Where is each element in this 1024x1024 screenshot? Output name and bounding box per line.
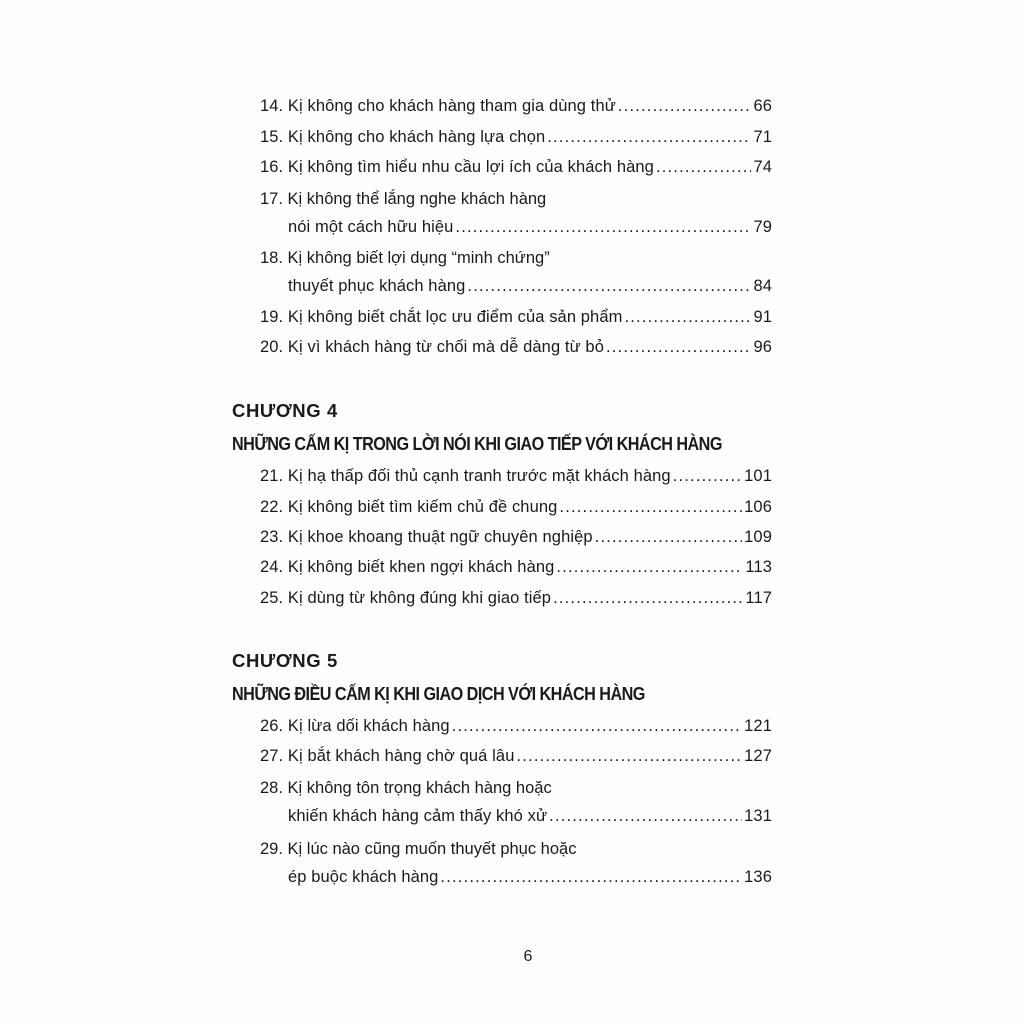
toc-entry-18-line1: 18. Kị không biết lợi dụng “minh chứng” (260, 249, 550, 267)
toc-entry-22 (260, 498, 772, 528)
toc-entry-28-line1: 28. Kị không tôn trọng khách hàng hoặc (260, 779, 552, 797)
toc-entry-text: khiến khách hàng cảm thấy khó xử (288, 807, 548, 825)
toc-page-number: 106 (744, 498, 772, 516)
leader-dots (624, 308, 751, 327)
toc-page-number: 96 (753, 338, 772, 356)
toc-entry-text: 19. Kị không biết chắt lọc ưu điểm của sản phẩm (260, 308, 623, 326)
toc-page-number: 127 (744, 747, 772, 765)
leader-dots (656, 158, 752, 177)
toc-entry-24 (260, 558, 772, 588)
toc-entry-29 (288, 868, 772, 898)
toc-entry-27 (260, 747, 772, 777)
toc-page-number: 74 (753, 158, 772, 176)
page-number: 6 (523, 948, 533, 965)
toc-entry-text: 16. Kị không tìm hiểu nhu cầu lợi ích của khách hàng (260, 158, 654, 176)
toc-page-number: 109 (744, 528, 772, 546)
toc-page-number: 84 (753, 277, 772, 295)
leader-dots (559, 498, 742, 517)
toc-page-number: 131 (744, 807, 772, 825)
chapter-4-title: NHỮNG CẤM KỊ TRONG LỜI NÓI KHI GIAO TIẾP VỚI KHÁCH HÀNG (232, 434, 722, 454)
toc-entry-21 (260, 467, 772, 497)
leader-dots (547, 128, 751, 147)
chapter-5-label: CHƯƠNG 5 (232, 650, 338, 671)
chapter-4-label: CHƯƠNG 4 (232, 400, 338, 421)
toc-entry-text: thuyết phục khách hàng (288, 277, 466, 295)
leader-dots (549, 807, 742, 826)
leader-dots (606, 338, 751, 357)
toc-entry-28 (288, 807, 772, 837)
leader-dots (440, 868, 742, 887)
leader-dots (553, 589, 743, 608)
toc-entry-29-line1: 29. Kị lúc nào cũng muốn thuyết phục hoặc (260, 840, 577, 858)
toc-entry-text: 22. Kị không biết tìm kiếm chủ đề chung (260, 498, 558, 516)
leader-dots (556, 558, 743, 577)
toc-entry-25 (260, 589, 772, 619)
toc-entry-26 (260, 717, 772, 747)
toc-entry-text: 27. Kị bắt khách hàng chờ quá lâu (260, 747, 515, 765)
toc-entry-text: ép buộc khách hàng (288, 868, 439, 886)
toc-entry-text: 14. Kị không cho khách hàng tham gia dùng thử (260, 97, 616, 115)
leader-dots (452, 717, 742, 736)
toc-entry-text: 15. Kị không cho khách hàng lựa chọn (260, 128, 546, 146)
toc-page-number: 91 (753, 308, 772, 326)
toc-entry-19 (260, 308, 772, 338)
leader-dots (467, 277, 751, 296)
toc-page-number: 136 (744, 868, 772, 886)
toc-entry-17 (288, 218, 772, 248)
leader-dots (673, 467, 742, 486)
toc-entry-14 (260, 97, 772, 127)
toc-entry-23 (260, 528, 772, 558)
toc-entry-text: 24. Kị không biết khen ngợi khách hàng (260, 558, 555, 576)
toc-page-number: 79 (753, 218, 772, 236)
leader-dots (618, 97, 752, 116)
leader-dots (595, 528, 742, 547)
chapter-5-title: NHỮNG ĐIỀU CẤM KỊ KHI GIAO DỊCH VỚI KHÁCH HÀNG (232, 684, 645, 704)
leader-dots (516, 747, 742, 766)
toc-page-number: 71 (753, 128, 772, 146)
toc-page-number: 113 (745, 558, 772, 576)
toc-entry-text: 20. Kị vì khách hàng từ chối mà dễ dàng từ bỏ (260, 338, 604, 356)
toc-entry-17-line1: 17. Kị không thể lắng nghe khách hàng (260, 190, 547, 208)
toc-entry-text: nói một cách hữu hiệu (288, 218, 454, 236)
toc-entry-15 (260, 128, 772, 158)
toc-entry-text: 25. Kị dùng từ không đúng khi giao tiếp (260, 589, 552, 607)
toc-page-number: 101 (744, 467, 772, 485)
toc-entry-20 (260, 338, 772, 368)
toc-entry-text: 26. Kị lừa dối khách hàng (260, 717, 450, 735)
toc-page-number: 66 (753, 97, 772, 115)
toc-entry-text: 21. Kị hạ thấp đối thủ cạnh tranh trước mặt khách hàng (260, 467, 671, 485)
toc-entry-text: 23. Kị khoe khoang thuật ngữ chuyên nghiệp (260, 528, 593, 546)
toc-page-number: 121 (744, 717, 772, 735)
toc-entry-16 (260, 158, 772, 188)
toc-entry-18 (288, 277, 772, 307)
leader-dots (455, 218, 751, 237)
toc-page-number: 117 (745, 589, 772, 607)
